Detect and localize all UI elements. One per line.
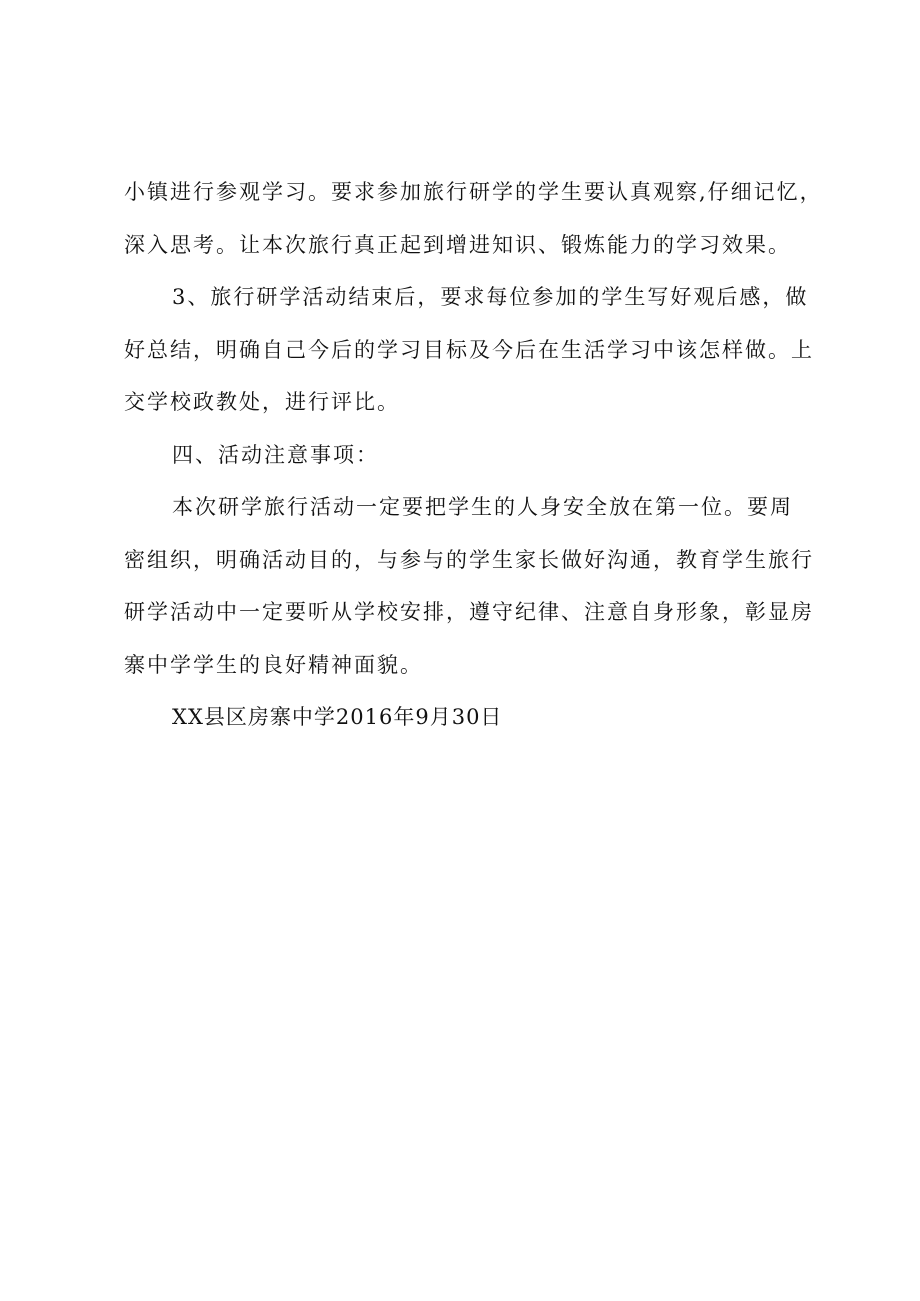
text-line: 小镇进行参观学习。要求参加旅行研学的学生要认真观察,仔细记忆， xyxy=(124,180,823,204)
text-line: 3、旅行研学活动结束后，要求每位参加的学生写好观后感，做 xyxy=(172,285,809,309)
paragraph-continuation xyxy=(124,166,823,271)
signature-line: XX县区房寨中学2016年9月30日 xyxy=(172,705,503,729)
paragraph-item-3 xyxy=(124,271,814,429)
paragraph-safety xyxy=(124,481,814,691)
text-line: 密组织，明确活动目的，与参与的学生家长做好沟通，教育学生旅行 xyxy=(124,547,814,572)
text-line: 交学校政教处，进行评比。 xyxy=(124,390,400,414)
text-line: 寨中学学生的良好精神面貌。 xyxy=(124,652,423,677)
text-line: 研学活动中一定要听从学校安排，遵守纪律、注意自身形象，彰显房 xyxy=(124,600,814,624)
text-line: 本次研学旅行活动一定要把学生的人身安全放在第一位。要周 xyxy=(172,495,793,519)
text-line: 深入思考。让本次旅行真正起到增进知识、锻炼能力的学习效果。 xyxy=(124,232,791,257)
section-heading xyxy=(124,429,814,482)
heading-text: 四、活动注意事项： xyxy=(172,442,379,467)
text-line: 好总结，明确自己今后的学习目标及今后在生活学习中该怎样做。上 xyxy=(124,337,814,362)
document-body xyxy=(124,166,823,744)
